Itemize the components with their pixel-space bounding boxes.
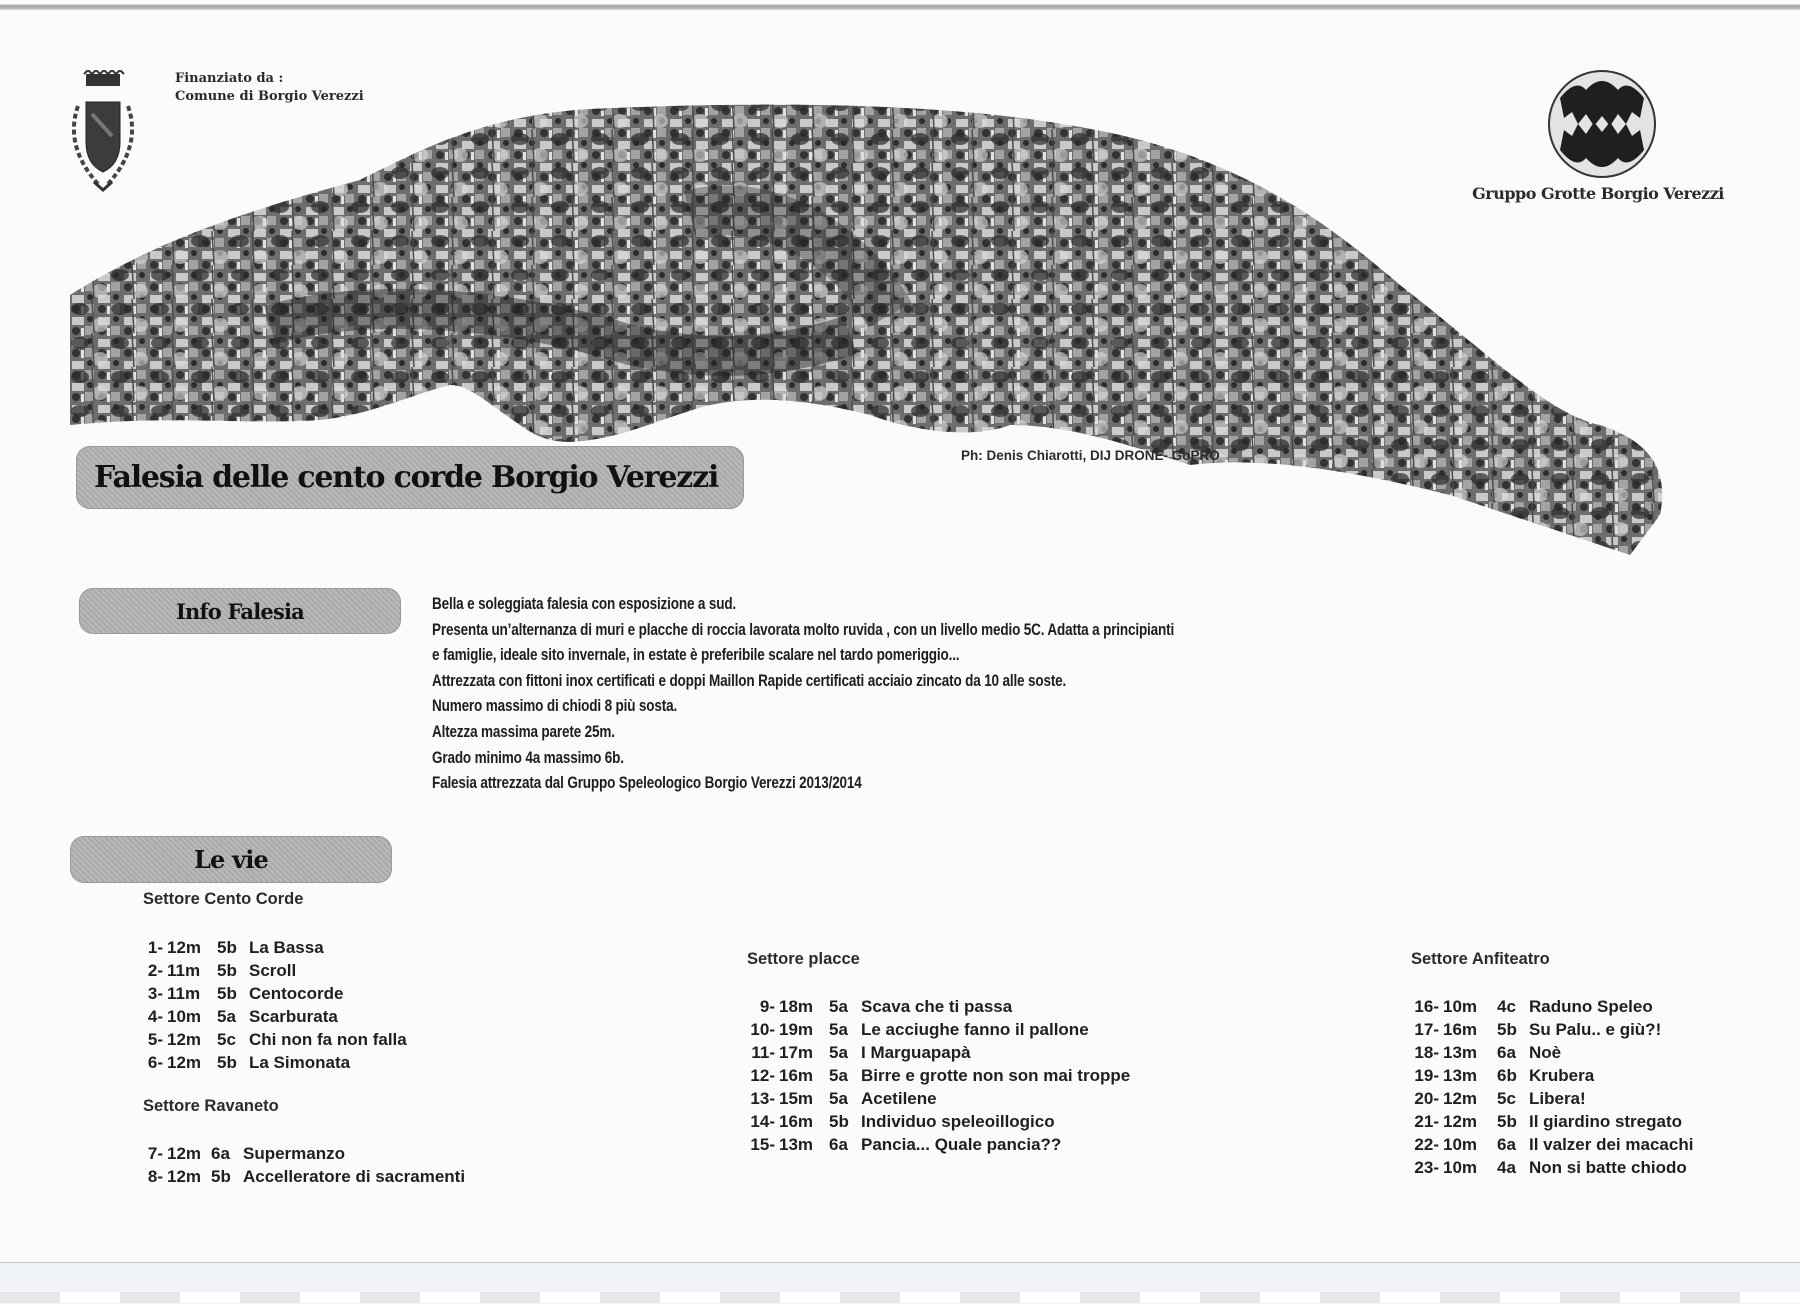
route-length: 10m bbox=[1443, 997, 1478, 1016]
route-row bbox=[1409, 1041, 1693, 1064]
route-length: 13m bbox=[1443, 1043, 1478, 1062]
sector-title: Settore Ravaneto bbox=[143, 1097, 279, 1115]
route-row bbox=[143, 959, 407, 982]
info-line: Altezza massima parete 25m. bbox=[432, 722, 615, 741]
route-number: 20- bbox=[1414, 1089, 1439, 1108]
scan-stripe bbox=[0, 1292, 1800, 1303]
route-row bbox=[1409, 1087, 1693, 1110]
route-row bbox=[743, 1018, 1130, 1041]
route-grade: 5a bbox=[829, 1020, 848, 1039]
route-name: La Simonata bbox=[249, 1053, 351, 1072]
route-row bbox=[143, 1165, 465, 1188]
route-list bbox=[143, 1142, 465, 1188]
route-grade: 5b bbox=[217, 984, 237, 1003]
bat-cave-logo-icon bbox=[1546, 68, 1658, 180]
route-grade: 4c bbox=[1497, 997, 1516, 1016]
route-name: Scarburata bbox=[249, 1007, 338, 1026]
info-line: e famiglie, ideale sito invernale, in estate è preferibile scalare nel tardo pomeriggio... bbox=[432, 646, 960, 665]
route-name: Raduno Speleo bbox=[1529, 997, 1653, 1016]
route-row bbox=[743, 1041, 1130, 1064]
route-number: 6- bbox=[147, 1053, 163, 1072]
route-number: 17- bbox=[1414, 1020, 1439, 1039]
route-number: 16- bbox=[1414, 997, 1439, 1016]
route-length: 18m bbox=[779, 997, 814, 1016]
route-row bbox=[1409, 1064, 1693, 1087]
route-grade: 5a bbox=[829, 997, 848, 1016]
page-title bbox=[76, 446, 744, 509]
route-number: 4- bbox=[147, 1007, 163, 1026]
route-row bbox=[743, 1087, 1130, 1110]
route-number: 18- bbox=[1414, 1043, 1439, 1062]
scan-edge-top bbox=[0, 4, 1800, 10]
funder-label: Finanziato da : bbox=[175, 71, 284, 86]
page-title-text: Falesia delle cento corde Borgio Verezzi bbox=[94, 460, 719, 495]
route-row bbox=[143, 1142, 465, 1165]
route-row bbox=[743, 995, 1130, 1018]
route-name: I Marguapapà bbox=[861, 1043, 971, 1062]
route-grade: 5c bbox=[217, 1030, 236, 1049]
route-grade: 5b bbox=[1497, 1020, 1517, 1039]
route-row bbox=[143, 1028, 407, 1051]
route-number: 14- bbox=[750, 1112, 775, 1131]
sector-title: Settore placce bbox=[747, 950, 860, 968]
route-name: Pancia... Quale pancia?? bbox=[861, 1135, 1062, 1154]
route-row bbox=[143, 1051, 407, 1074]
route-length: 12m bbox=[1443, 1112, 1478, 1131]
route-row bbox=[1409, 1133, 1693, 1156]
route-name: Accelleratore di sacramenti bbox=[243, 1167, 466, 1186]
route-grade: 5b bbox=[217, 1053, 237, 1072]
funder-name: Comune di Borgio Verezzi bbox=[175, 89, 364, 104]
route-row bbox=[743, 1110, 1130, 1133]
route-name: Chi non fa non falla bbox=[249, 1030, 407, 1049]
route-grade: 6a bbox=[211, 1144, 230, 1163]
route-grade: 5b bbox=[217, 938, 237, 957]
route-number: 12- bbox=[750, 1066, 775, 1085]
route-list bbox=[743, 995, 1130, 1156]
route-grade: 5b bbox=[1497, 1112, 1517, 1131]
route-length: 12m bbox=[167, 1030, 202, 1049]
route-length: 17m bbox=[779, 1043, 814, 1062]
route-name: Scroll bbox=[249, 961, 297, 980]
route-list bbox=[1409, 995, 1693, 1179]
route-name: Scava che ti passa bbox=[861, 997, 1013, 1016]
route-name: La Bassa bbox=[249, 938, 324, 957]
route-name: Noè bbox=[1529, 1043, 1562, 1062]
route-number: 3- bbox=[147, 984, 163, 1003]
route-length: 10m bbox=[1443, 1135, 1478, 1154]
route-length: 10m bbox=[1443, 1158, 1478, 1177]
route-row bbox=[743, 1064, 1130, 1087]
info-line: Grado minimo 4a massimo 6b. bbox=[432, 748, 624, 767]
route-grade: 6a bbox=[1497, 1135, 1516, 1154]
info-line: Falesia attrezzata dal Gruppo Speleologico Borgio Verezzi 2013/2014 bbox=[432, 774, 862, 793]
route-row bbox=[1409, 1156, 1693, 1179]
route-length: 12m bbox=[167, 1167, 202, 1186]
route-row bbox=[143, 936, 407, 959]
route-length: 16m bbox=[1443, 1020, 1478, 1039]
route-name: Krubera bbox=[1529, 1066, 1595, 1085]
route-number: 22- bbox=[1414, 1135, 1439, 1154]
route-name: Su Palu.. e giù?! bbox=[1529, 1020, 1662, 1039]
route-grade: 6b bbox=[1497, 1066, 1517, 1085]
route-grade: 5b bbox=[211, 1167, 231, 1186]
sector-title: Settore Anfiteatro bbox=[1411, 950, 1550, 968]
route-length: 16m bbox=[779, 1066, 814, 1085]
route-grade: 5a bbox=[829, 1089, 848, 1108]
route-number: 10- bbox=[750, 1020, 775, 1039]
photo-credit: Ph: Denis Chiarotti, DIJ DRONE- GoPRO bbox=[961, 448, 1220, 463]
route-name: Il valzer dei macachi bbox=[1529, 1135, 1694, 1154]
route-grade: 6a bbox=[829, 1135, 848, 1154]
route-length: 11m bbox=[167, 961, 201, 980]
route-number: 5- bbox=[147, 1030, 163, 1049]
route-row bbox=[143, 1005, 407, 1028]
route-name: Individuo speleoillogico bbox=[861, 1112, 1055, 1131]
info-text bbox=[432, 592, 1219, 797]
route-grade: 6a bbox=[1497, 1043, 1516, 1062]
route-name: Libera! bbox=[1529, 1089, 1586, 1108]
sector-title: Settore Cento Corde bbox=[143, 890, 304, 908]
route-row bbox=[1409, 1110, 1693, 1133]
route-name: Le acciughe fanno il pallone bbox=[861, 1020, 1089, 1039]
route-grade: 5a bbox=[829, 1066, 848, 1085]
route-length: 13m bbox=[779, 1135, 814, 1154]
route-grade: 5a bbox=[829, 1043, 848, 1062]
route-length: 15m bbox=[779, 1089, 814, 1108]
route-grade: 5b bbox=[829, 1112, 849, 1131]
route-name: Centocorde bbox=[249, 984, 344, 1003]
info-line: Bella e soleggiata falesia con esposizione a sud. bbox=[432, 595, 737, 613]
route-row bbox=[1409, 1018, 1693, 1041]
route-number: 13- bbox=[750, 1089, 775, 1108]
routes-heading bbox=[70, 836, 392, 883]
info-line: Attrezzata con fittoni inox certificati e doppi Maillon Rapide certificati acciaio zincato da 10 alle soste. bbox=[432, 671, 1067, 690]
route-row bbox=[1409, 995, 1693, 1018]
route-row bbox=[143, 982, 407, 1005]
route-length: 13m bbox=[1443, 1066, 1478, 1085]
route-name: Birre e grotte non son mai troppe bbox=[861, 1066, 1131, 1085]
route-name: Non si batte chiodo bbox=[1529, 1158, 1687, 1177]
info-line: Numero massimo di chiodi 8 più sosta. bbox=[432, 697, 678, 716]
route-number: 15- bbox=[750, 1135, 775, 1154]
route-list bbox=[143, 936, 407, 1074]
route-number: 1- bbox=[147, 938, 163, 957]
route-number: 7- bbox=[147, 1144, 163, 1163]
info-line: Presenta un’alternanza di muri e placche di roccia lavorata molto ruvida , con un livello medio 5C. Adatta a principianti bbox=[432, 620, 1175, 639]
route-number: 9- bbox=[759, 997, 775, 1016]
route-length: 10m bbox=[167, 1007, 202, 1026]
route-length: 12m bbox=[167, 1053, 202, 1072]
route-length: 11m bbox=[167, 984, 201, 1003]
route-number: 2- bbox=[147, 961, 163, 980]
group-name: Gruppo Grotte Borgio Verezzi bbox=[1472, 184, 1724, 203]
route-length: 12m bbox=[1443, 1089, 1478, 1108]
route-length: 19m bbox=[779, 1020, 814, 1039]
route-number: 21- bbox=[1414, 1112, 1439, 1131]
route-number: 19- bbox=[1414, 1066, 1439, 1085]
info-heading-text: Info Falesia bbox=[176, 598, 304, 624]
route-number: 11- bbox=[751, 1043, 775, 1062]
info-heading bbox=[79, 588, 401, 634]
route-grade: 5c bbox=[1497, 1089, 1516, 1108]
route-length: 12m bbox=[167, 1144, 202, 1163]
routes-heading-text: Le vie bbox=[193, 845, 269, 874]
route-length: 16m bbox=[779, 1112, 814, 1131]
route-number: 23- bbox=[1414, 1158, 1439, 1177]
route-length: 12m bbox=[167, 938, 202, 957]
route-grade: 4a bbox=[1497, 1158, 1516, 1177]
route-name: Acetilene bbox=[861, 1089, 937, 1108]
route-name: Supermanzo bbox=[243, 1144, 346, 1163]
route-grade: 5b bbox=[217, 961, 237, 980]
route-grade: 5a bbox=[217, 1007, 236, 1026]
route-number: 8- bbox=[147, 1167, 163, 1186]
route-name: Il giardino stregato bbox=[1529, 1112, 1683, 1131]
route-row bbox=[743, 1133, 1130, 1156]
